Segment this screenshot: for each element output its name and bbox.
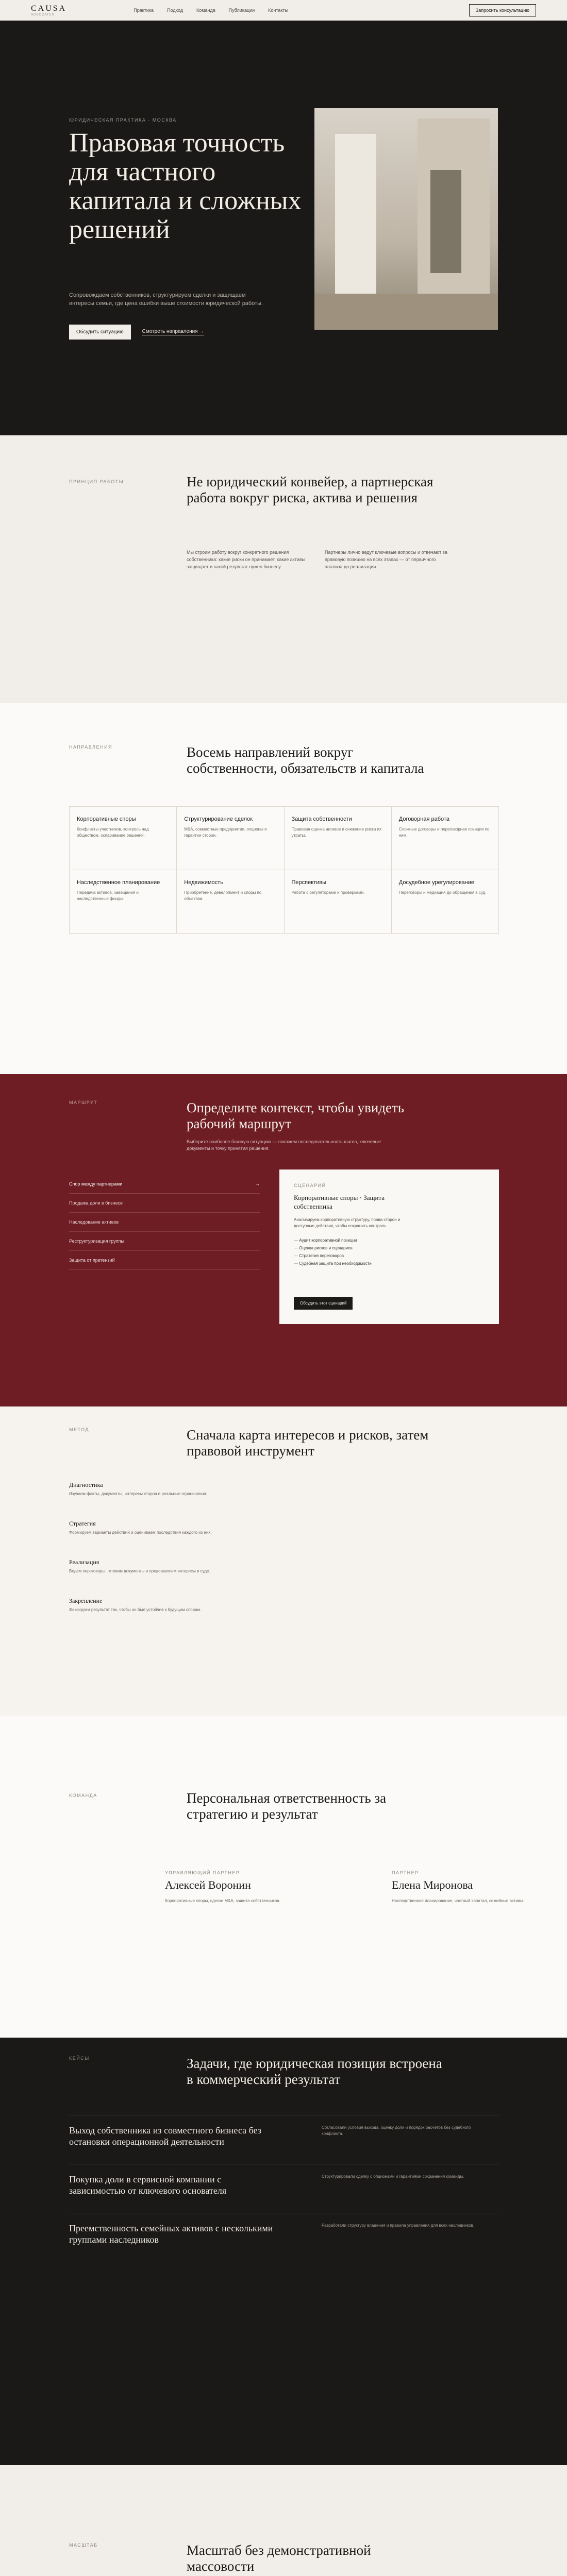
nav-item[interactable]: Публикации bbox=[228, 7, 255, 13]
top-navigation bbox=[0, 0, 567, 21]
nav-item[interactable]: Подход bbox=[167, 7, 184, 13]
route-subtitle: Выберите наиболее близкую ситуацию — покажем последовательность шагов, ключевые документы и точку принятия решения. bbox=[187, 1139, 381, 1151]
card-eyebrow: СЦЕНАРИЙ bbox=[294, 1183, 326, 1188]
case-item[interactable]: Выход собственника из совместного бизнеса без остановки операционной деятельности Согласовали условия выхода, оценку доли и порядок расчетов без судебного конфликта. bbox=[69, 2115, 499, 2147]
scenario-button[interactable]: Обсудить этот сценарий bbox=[294, 1297, 353, 1310]
nav-item[interactable]: Контакты bbox=[268, 7, 289, 13]
case-item[interactable]: Преемственность семейных активов с несколькими группами наследников Разработали структуру владения и правила управления для всех наследников. bbox=[69, 2213, 499, 2245]
card-text: Анализируем корпоративную структуру, права сторон и доступные действия, чтобы сохранить контроль. bbox=[294, 1217, 401, 1228]
direction-card[interactable]: Недвижимость Приобретение, девелопмент и споры по объектам. bbox=[177, 870, 284, 934]
principle-title: Не юридический конвейер, а партнерская работа вокруг риска, актива и решения bbox=[187, 474, 433, 505]
member-name: Елена Миронова bbox=[392, 1878, 473, 1891]
scale-title: Масштаб без демонстративной массовости bbox=[187, 2543, 371, 2574]
hero-actions bbox=[69, 325, 204, 340]
directions-eyebrow: НАПРАВЛЕНИЯ bbox=[69, 744, 113, 750]
route-scenario-card bbox=[279, 1170, 499, 1324]
direction-card[interactable]: Структурирование сделок M&A, совместные предприятия, опционы и гарантии сторон. bbox=[177, 807, 284, 870]
header-cta-button[interactable]: Запросить консультацию bbox=[469, 4, 536, 16]
route-title: Определите контекст, чтобы увидеть рабочий маршрут bbox=[187, 1100, 405, 1131]
route-option[interactable]: Продажа доли в бизнесе bbox=[69, 1194, 260, 1213]
principle-col-1: Мы строим работу вокруг конкретного решения собственника: какие риски он принимает, какие активы защищает и какой результат нужен бизнесу. bbox=[187, 550, 306, 569]
method-step: Стратегия Формируем варианты действий и оцениваем последствия каждого из них. bbox=[69, 1520, 212, 1535]
hero-eyebrow: ЮРИДИЧЕСКАЯ ПРАКТИКА · МОСКВА bbox=[69, 117, 177, 123]
card-steps: — Аудит корпоративной позиции — Оценка рисков и сценариев — Стратегия переговоров — Судебная защита при необходимости bbox=[294, 1236, 485, 1267]
directions-grid bbox=[69, 806, 499, 934]
direction-card[interactable]: Корпоративные споры Конфликты участников, контроль над обществом, оспаривание решений. bbox=[70, 807, 177, 870]
method-step: Реализация Ведём переговоры, готовим документы и представляем интересы в суде. bbox=[69, 1558, 210, 1573]
card-title: Корпоративные споры · Защита собственника bbox=[294, 1194, 385, 1210]
nav-item[interactable]: Практика bbox=[134, 7, 154, 13]
cases-title: Задачи, где юридическая позиция встроена в коммерческий результат bbox=[187, 2056, 442, 2087]
cases-eyebrow: КЕЙСЫ bbox=[69, 2056, 90, 2061]
hero-text: Сопровождаем собственников, структурируем сделки и защищаем интересы семьи, где цена ошибки выше стоимости юридической работы. bbox=[69, 292, 263, 307]
route-section bbox=[0, 1074, 567, 1406]
scale-section bbox=[0, 2465, 567, 2576]
arrow-right-icon: → bbox=[255, 1181, 260, 1187]
hero-link[interactable]: Смотреть направления → bbox=[142, 329, 205, 336]
cases-section bbox=[0, 2038, 567, 2465]
team-member: ПАРТНЕР Елена Миронова Наследственное планирование, частный капитал, семейные активы. bbox=[392, 1870, 526, 1904]
method-step: Диагностика Изучаем факты, документы, интересы сторон и реальные ограничения. bbox=[69, 1481, 207, 1496]
route-option[interactable]: Защита от претензий bbox=[69, 1251, 260, 1270]
method-section bbox=[0, 1406, 567, 1716]
method-title: Сначала карта интересов и рисков, затем правовой инструмент bbox=[187, 1427, 429, 1459]
directions-section bbox=[0, 703, 567, 1074]
method-step: Закрепление Фиксируем результат так, чтобы он был устойчив к будущим спорам. bbox=[69, 1597, 202, 1612]
route-options bbox=[69, 1175, 260, 1270]
route-option[interactable]: Реструктуризация группы bbox=[69, 1232, 260, 1251]
route-eyebrow: МАРШРУТ bbox=[69, 1100, 98, 1105]
hero-title: Правовая точность для частного капитала и сложных решений bbox=[69, 128, 302, 244]
nav-item[interactable]: Команда bbox=[196, 7, 215, 13]
logo[interactable]: CAUSA ADVOCATES bbox=[31, 4, 67, 16]
direction-card[interactable]: Наследственное планирование Передача активов, завещания и наследственные фонды. bbox=[70, 870, 177, 934]
direction-card[interactable]: Договорная работа Сложные договоры и переговорная позиция по ним. bbox=[392, 807, 499, 870]
principle-col-2: Партнеры лично ведут ключевые вопросы и отвечают за правовую позицию на всех этапах — от первичного анализа до реализации. bbox=[325, 550, 447, 569]
directions-title: Восемь направлений вокруг собственности, обязательств и капитала bbox=[187, 744, 424, 776]
team-title: Персональная ответственность за стратегию и результат bbox=[187, 1790, 387, 1822]
hero-section bbox=[0, 0, 567, 435]
direction-card[interactable]: Досудебное урегулирование Переговоры и медиация до обращения в суд. bbox=[392, 870, 499, 934]
scale-eyebrow: МАСШТАБ bbox=[69, 2543, 98, 2548]
team-section bbox=[0, 1716, 567, 2038]
hero-architecture-image bbox=[314, 108, 498, 330]
direction-card[interactable]: Перспективы Работа с регуляторами и проверками. bbox=[285, 870, 392, 934]
main-nav bbox=[134, 8, 288, 13]
route-option[interactable]: Наследование активов bbox=[69, 1213, 260, 1232]
team-eyebrow: КОМАНДА bbox=[69, 1793, 97, 1798]
principle-section bbox=[0, 435, 567, 703]
case-item[interactable]: Покупка доли в сервисной компании с зависимостью от ключевого основателя Структурировали сделку с опционами и гарантиями сохранения команды. bbox=[69, 2164, 499, 2196]
member-name: Алексей Воронин bbox=[165, 1878, 251, 1891]
principle-eyebrow: ПРИНЦИП РАБОТЫ bbox=[69, 479, 124, 484]
hero-cta-button[interactable]: Обсудить ситуацию bbox=[69, 325, 131, 340]
direction-card[interactable]: Защита собственности Правовая оценка активов и снижение риска их утраты. bbox=[285, 807, 392, 870]
method-eyebrow: МЕТОД bbox=[69, 1427, 89, 1432]
route-option[interactable]: Спор между партнерами → bbox=[69, 1175, 260, 1194]
team-member: УПРАВЛЯЮЩИЙ ПАРТНЕР Алексей Воронин Корпоративные споры, сделки M&A, защита собственников. bbox=[165, 1870, 299, 1904]
